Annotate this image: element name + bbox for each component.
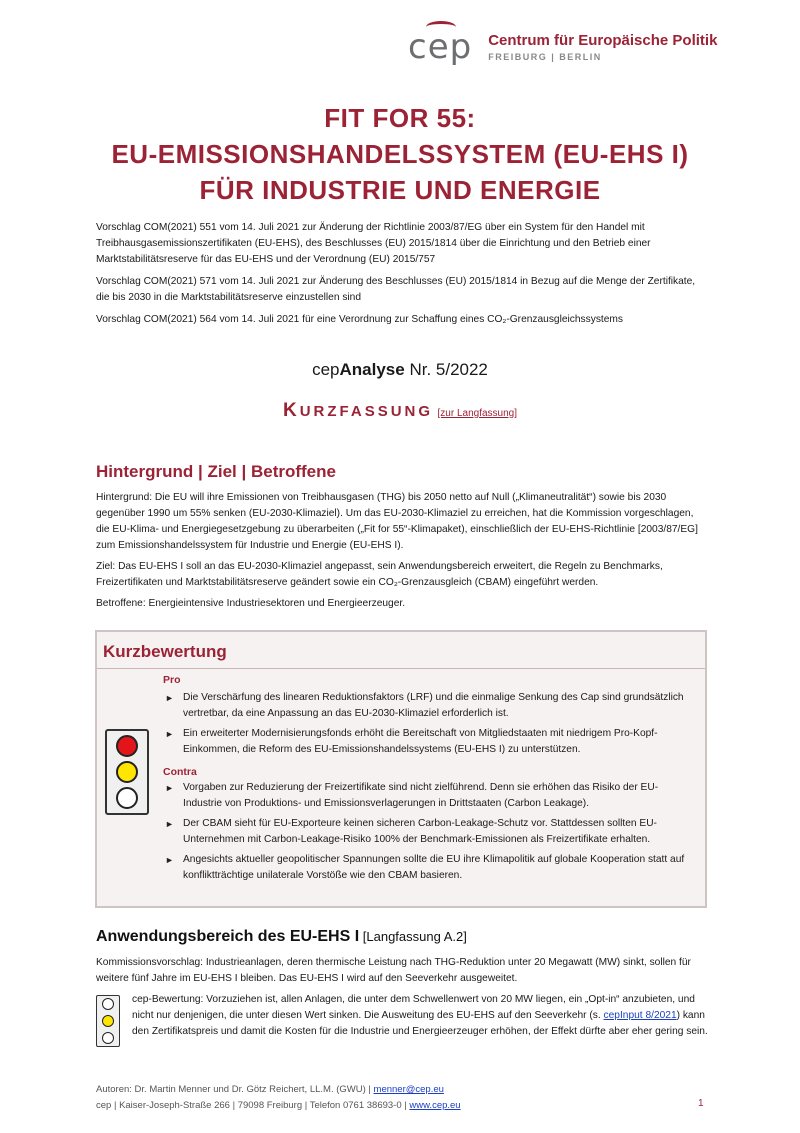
footer-address bbox=[96, 1098, 461, 1114]
background-heading: Hintergrund | Ziel | Betroffene bbox=[96, 462, 336, 481]
kurzfassung-rest: URZFASSUNG bbox=[299, 403, 434, 420]
title-line-2: EU-EMISSIONSHANDELSSYSTEM (EU-EHS I) bbox=[111, 139, 689, 169]
assessment-text-b: ) kann den Zertifikatspreis und damit die Kosten für die Industrie und Energieerzeuger erhöhen, der Effekt dürfte aber eher gering sein. bbox=[132, 1010, 708, 1037]
off-light-icon bbox=[116, 787, 138, 809]
proposal-item: Vorschlag COM(2021) 564 vom 14. Juli 2021 für eine Verordnung zur Schaffung eines CO₂-Grenzausgleichssystems bbox=[96, 314, 623, 325]
logo-name: Centrum für Europäische Politik bbox=[488, 32, 718, 49]
commission-paragraph: Kommissionsvorschlag: Industrieanlagen, deren thermische Leistung nach THG-Reduktion unter 20 Megawatt (MW) sinkt, sollen für weitere fünf Jahre im EU-EHS I bleiben. Das EU-EHS I wird auf den Seeverkehr ausgeweitet. bbox=[96, 957, 691, 984]
background-paragraph: Hintergrund: Die EU will ihre Emissionen von Treibhausgasen (THG) bis 2050 netto auf Null („Klimaneutralität“) sowie bis 2030 gegenüber 1990 um 55% senken (EU-2030-Klimaziel). Um das EU-2030-Klimaziel zu erreichen, hat die Kommission vorgeschlagen, die EU-Klima- und Energiegesetzgebung zu überarbeiten („Fit for 55“-Klimapaket), einschließlich der EU-EHS-Richtlinie [2003/87/EG] zum Emissionshandelssystem für Industrie und Energie (EU-EHS I). bbox=[96, 492, 698, 551]
scope-ref: [Langfassung A.2] bbox=[359, 929, 467, 944]
list-item bbox=[163, 816, 693, 848]
title-line-3: FÜR INDUSTRIE UND ENERGIE bbox=[199, 175, 601, 205]
kurzfassung-initial: K bbox=[282, 400, 300, 421]
list-item bbox=[163, 726, 693, 758]
email-link[interactable]: menner@cep.eu bbox=[373, 1084, 444, 1095]
list-item bbox=[163, 690, 693, 722]
proposal-item: Vorschlag COM(2021) 571 vom 14. Juli 2021 zur Änderung des Beschlusses (EU) 2015/1814 in Bezug auf die Menge der Zertifikate, die bis 2030 in die Marktstabilitätsreserve einzustellen sind bbox=[96, 276, 696, 303]
arrow-right-icon: ► bbox=[165, 855, 174, 865]
authors-text: Autoren: Dr. Martin Menner und Dr. Götz Reichert, LL.M. (GWU) | bbox=[96, 1084, 374, 1095]
pro-item-text: Die Verschärfung des linearen Reduktionsfaktors (LRF) und die einmalige Senkung des Cap sind grundsätzlich vertretbar, da eine Anpassung an das EU-2030-Klimaziel erforderlich ist. bbox=[183, 692, 684, 719]
arrow-right-icon: ► bbox=[165, 819, 174, 829]
analyse-bold: Analyse bbox=[339, 360, 405, 379]
website-link[interactable]: www.cep.eu bbox=[409, 1100, 461, 1111]
arrow-right-icon: ► bbox=[165, 729, 174, 739]
footer-authors bbox=[96, 1082, 461, 1098]
contra-list bbox=[163, 780, 693, 888]
address-text: cep | Kaiser-Joseph-Straße 266 | 79098 Freiburg | Telefon 0761 38693-0 | bbox=[96, 1100, 410, 1111]
logo-mark-text: cep bbox=[408, 27, 473, 67]
list-item bbox=[163, 780, 693, 812]
pro-label: Pro bbox=[163, 674, 181, 686]
langfassung-link[interactable]: [zur Langfassung] bbox=[437, 408, 518, 419]
traffic-light-icon bbox=[105, 729, 149, 815]
assessment-box bbox=[95, 630, 707, 908]
arrow-right-icon: ► bbox=[165, 693, 174, 703]
red-light-icon bbox=[116, 735, 138, 757]
yellow-light-icon bbox=[116, 761, 138, 783]
assessment-title: Kurzbewertung bbox=[103, 642, 227, 661]
scope-heading bbox=[96, 928, 467, 946]
off-light-icon bbox=[102, 1032, 114, 1044]
proposal-list bbox=[96, 220, 708, 334]
logo-mark bbox=[408, 27, 472, 67]
list-item bbox=[163, 852, 693, 884]
proposal-item: Vorschlag COM(2021) 551 vom 14. Juli 2021 zur Änderung der Richtlinie 2003/87/EG über ein System für den Handel mit Treibhausgasemissionszertifikaten (EU-EHS), des Beschlusses (EU) 2015/1814 über die Einrichtung und den Betrieb einer Marktstabilitätsreserve für das EU-EHS und der Verordnung (EU) 2015/757 bbox=[96, 222, 651, 265]
contra-item-text: Angesichts aktueller geopolitischer Spannungen sollte die EU ihre Klimapolitik auf globale Kooperation statt auf konfliktträchtige unilaterale Vorstöße wie den CBAM basieren. bbox=[183, 854, 685, 881]
contra-item-text: Der CBAM sieht für EU-Exporteure keinen sicheren Carbon-Leakage-Schutz vor. Stattdessen sollten EU-Unternehmen mit Carbon-Leakage-Risiko 100% der Benchmark-Emissionen als Freizertifikate erhalten. bbox=[183, 818, 657, 845]
background-text bbox=[96, 490, 708, 617]
scope-title: Anwendungsbereich des EU-EHS I bbox=[96, 928, 360, 945]
document-title bbox=[0, 100, 800, 208]
contra-label: Contra bbox=[163, 766, 197, 778]
cepinput-link[interactable]: cepInput 8/2021 bbox=[603, 1010, 677, 1021]
cep-assessment-text bbox=[132, 992, 708, 1040]
cep-logo bbox=[408, 22, 717, 72]
kurzfassung-heading bbox=[0, 400, 800, 422]
small-traffic-light-icon bbox=[96, 995, 120, 1047]
page-number: 1 bbox=[698, 1098, 704, 1109]
off-light-icon bbox=[102, 998, 114, 1010]
title-line-1: FIT FOR 55: bbox=[324, 103, 476, 133]
commission-proposal-text bbox=[96, 955, 708, 992]
pro-list bbox=[163, 690, 693, 762]
assessment-divider bbox=[97, 668, 705, 669]
logo-arc-icon bbox=[426, 21, 456, 33]
assessment-text-a: cep-Bewertung: Vorzuziehen ist, allen Anlagen, die unter dem Schwellenwert von 20 MW liegen, ein „Opt-in“ anzubieten, und nicht nur denjenigen, die unter diesen Wert sinken. Die Ausweitung des EU-EHS auf den Seeverkehr (s. bbox=[132, 994, 695, 1021]
goal-paragraph: Ziel: Das EU-EHS I soll an das EU-2030-Klimaziel angepasst, sein Anwendungsbereich erweitert, die Regeln zu Benchmarks, Freizertifikaten und Marktstabilitätsreserve geändert sowie ein CO₂-Grenzausgleich (CBAM) eingeführt werden. bbox=[96, 561, 663, 588]
logo-subtitle: FREIBURG | BERLIN bbox=[488, 52, 602, 62]
analyse-number bbox=[0, 360, 800, 380]
logo-text bbox=[488, 32, 717, 62]
analyse-prefix: cep bbox=[312, 360, 340, 379]
contra-item-text: Vorgaben zur Reduzierung der Freizertifikate sind nicht zielführend. Denn sie erhöhen das Risiko der EU-Industrie von Produktions- und Emissionsverlagerungen in Drittstaaten (Carbon Leakage). bbox=[183, 782, 659, 809]
affected-paragraph: Betroffene: Energieintensive Industriesektoren und Energieerzeuger. bbox=[96, 598, 406, 609]
footer bbox=[96, 1082, 461, 1114]
arrow-right-icon: ► bbox=[165, 783, 174, 793]
analyse-suffix: Nr. 5/2022 bbox=[404, 360, 488, 379]
kurzfassung-label bbox=[282, 400, 434, 421]
pro-item-text: Ein erweiterter Modernisierungsfonds erhöht die Bereitschaft von Mitgliedstaaten mit niedrigem Pro-Kopf-Einkommen, die Reform des EU-Emissionshandelssystems (EU-EHS I) zu unterstützen. bbox=[183, 728, 658, 755]
yellow-light-icon bbox=[102, 1015, 114, 1027]
